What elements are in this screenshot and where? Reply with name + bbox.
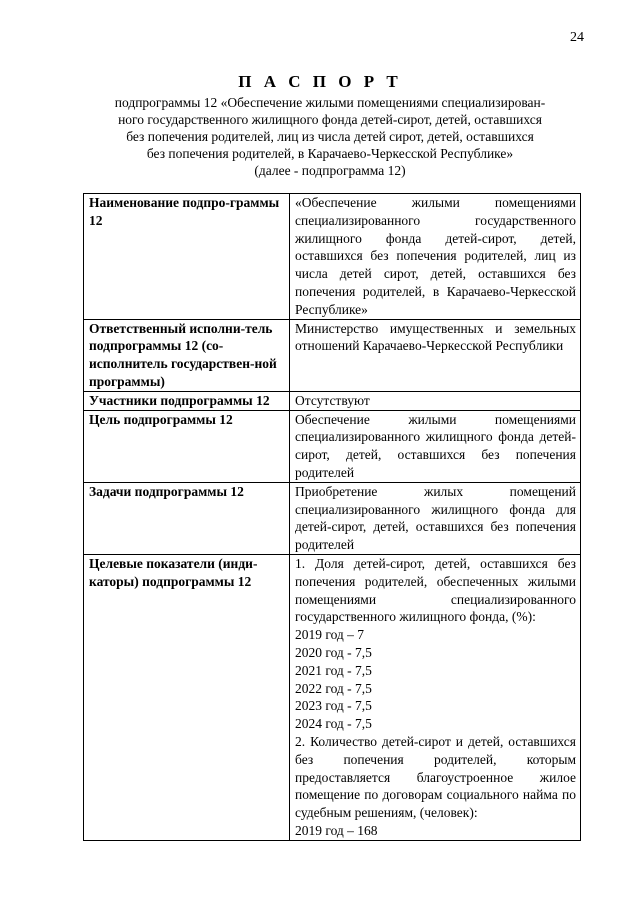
- row-label-participants: Участники подпрограммы 12: [84, 391, 290, 410]
- subtitle-line: (далее - подпрограмма 12): [254, 163, 406, 178]
- indicator-1-year: 2023 год - 7,5: [295, 698, 372, 714]
- indicator-1-year: 2020 год - 7,5: [295, 644, 372, 660]
- row-value-participants: Отсутствуют: [290, 391, 581, 410]
- row-value-tasks: Приобретение жилых помещений специализированного жилищного фонда для детей-сирот, детей, оставшихся без попечения родителей: [290, 482, 581, 554]
- page-number: 24: [570, 30, 584, 45]
- row-value-goal: Обеспечение жилыми помещениями специализированного жилищного фонда детей-сирот, детей, оставшихся без попечения родителей: [290, 410, 581, 482]
- table-row: [84, 319, 581, 391]
- row-label-goal: Цель подпрограммы 12: [84, 410, 290, 482]
- row-label-name: Наименование подпро-граммы 12: [84, 194, 290, 320]
- table-row: [84, 482, 581, 554]
- indicator-2-year: 2019 год – 168: [295, 822, 378, 838]
- indicator-1-text: 1. Доля детей-сирот, детей, оставшихся без попечения родителей, обеспеченных жилыми помещениями специализированного государственного жилищного фонда, (%):: [295, 555, 576, 625]
- passport-title: П А С П О Р Т: [238, 72, 402, 91]
- passport-table: [83, 193, 581, 841]
- row-label-executor: Ответственный исполни-тель подпрограммы 12 (со-исполнитель государствен-ной программы): [84, 319, 290, 391]
- table-row: [84, 194, 581, 320]
- table-row: [84, 410, 581, 482]
- subtitle-line: ного государственного жилищного фонда детей-сирот, детей, оставшихся: [118, 112, 542, 127]
- indicator-1-year: 2022 год - 7,5: [295, 680, 372, 696]
- indicator-1-year: 2019 год – 7: [295, 627, 365, 643]
- table-row: [84, 554, 581, 840]
- passport-subtitle: [70, 94, 590, 179]
- indicator-2-text: 2. Количество детей-сирот и детей, оставшихся без попечения родителей, которым предоставляется благоустроенное жилое помещение по договорам социального найма по судебным решениям, (человек):: [295, 733, 576, 821]
- subtitle-line: подпрограммы 12 «Обеспечение жилыми помещениями специализирован-: [114, 95, 546, 110]
- row-value-executor: Министерство имущественных и земельных отношений Карачаево-Черкесской Республики: [290, 319, 581, 391]
- subtitle-line: без попечения родителей, в Карачаево-Черкесской Республике»: [146, 146, 514, 161]
- indicator-1-year: 2024 год - 7,5: [295, 716, 372, 732]
- indicator-1-year: 2021 год - 7,5: [295, 662, 372, 678]
- table-row: [84, 391, 581, 410]
- row-label-indicators: Целевые показатели (инди-каторы) подпрограммы 12: [84, 554, 290, 840]
- subtitle-line: без попечения родителей, лиц из числа детей сирот, детей, оставшихся: [126, 129, 534, 144]
- row-label-tasks: Задачи подпрограммы 12: [84, 482, 290, 554]
- row-value-name: «Обеспечение жилыми помещениями специализированного государственного жилищного фонда детей-сирот, детей, оставшихся без попечения родителей, лиц из числа детей сирот, детей, оставшихся без попечения родителей, в Карачаево-Черкесской Республике»: [290, 194, 581, 320]
- row-value-indicators: [290, 554, 581, 840]
